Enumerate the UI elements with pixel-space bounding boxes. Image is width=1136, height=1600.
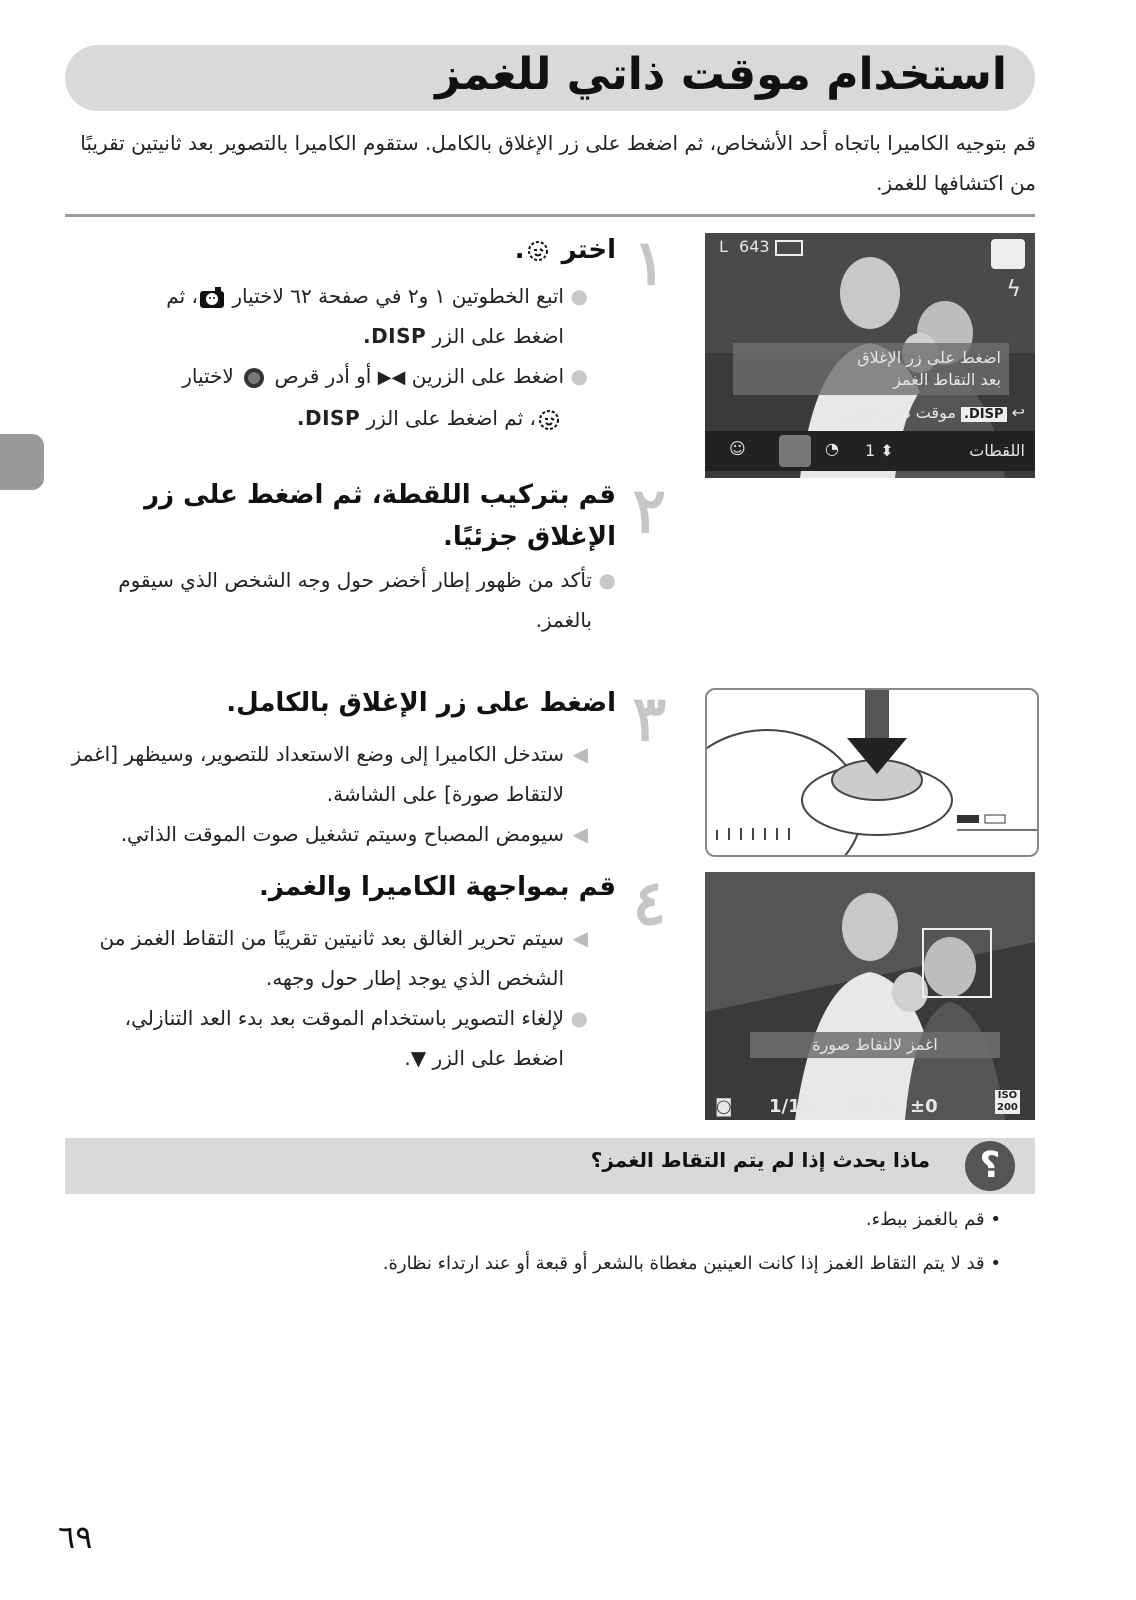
left-right-arrows-icon: ◀▶ <box>377 367 406 388</box>
step2-heading: قم بتركيب اللقطة، ثم اضغط على زر الإغلاق جزئيًا. <box>144 480 616 552</box>
question-icon: ؟ <box>965 1141 1015 1191</box>
help-item: • قم بالغمز ببطء. <box>865 1209 1001 1230</box>
step4-heading: قم بمواجهة الكاميرا والغمز. <box>259 872 616 902</box>
help-title: ماذا يحدث إذا لم يتم التقاط الغمز؟ <box>590 1148 930 1172</box>
shutter-speed: 1/15 <box>769 1096 814 1117</box>
shutter-button-drawing <box>707 690 1037 855</box>
menu-bar <box>705 431 1035 471</box>
step1-body <box>92 276 588 438</box>
menu-label: اللقطات <box>969 441 1025 460</box>
wink-timer-selected-icon <box>779 435 811 467</box>
down-arrow-icon: ▼ <box>410 1046 427 1070</box>
face-self-timer-icon <box>991 239 1025 269</box>
camera-screen-shooting <box>705 872 1035 1120</box>
help-item: • قد لا يتم التقاط الغمز إذا كانت العينين مغطاة بالشعر أو قبعة أو عند ارتداء نظارة. <box>382 1253 1001 1274</box>
exposure-compensation: ±0 <box>910 1096 938 1117</box>
step3-body <box>70 734 588 854</box>
iso-badge: ISO 200 <box>997 1090 1018 1113</box>
page-title: استخدام موقت ذاتي للغمز <box>435 49 1007 100</box>
status-bar <box>705 1090 1035 1120</box>
step3-heading: اضغط على زر الإغلاق بالكامل. <box>226 688 616 718</box>
list-item: ● اتبع الخطوتين ١ و٢ في صفحة ٦٢ لاختيار ، ثم اضغط على الزر DISP. <box>166 284 588 348</box>
menu-title: ↩ DISP. موقت ذاتي للغمز <box>840 403 1025 422</box>
list-item: ◀ سيومض المصباح وسيتم تشغيل صوت الموقت الذاتي. <box>120 822 588 846</box>
message-box: اضغط على زر الإغلاق بعد التقاط الغمز <box>733 343 1009 395</box>
step1-heading: اختر . <box>514 235 616 265</box>
shot-count: 643 <box>739 237 770 256</box>
page-number: ٦٩ <box>58 1518 93 1556</box>
step-number-3: ٣ <box>632 682 666 755</box>
help-bar <box>65 1138 1035 1194</box>
smile-icon: ☺ <box>729 439 746 458</box>
message-box: اغمز لالتقاط صورة <box>750 1032 1000 1058</box>
size-label: L <box>719 237 728 256</box>
list-item: ● لإلغاء التصوير باستخدام الموقت بعد بدء العد التنازلي، اضغط على الزر ▼. <box>124 1006 588 1070</box>
step-number-1: ١ <box>632 226 666 299</box>
intro-paragraph: قم بتوجيه الكاميرا باتجاه أحد الأشخاص، ثم اضغط على زر الإغلاق بالكامل. ستقوم الكاميرا بالتصوير بعد ثانيتين تقريبًا من اكتشافها للغمز. <box>80 131 1036 195</box>
shutter-illustration <box>705 688 1039 857</box>
side-tab <box>0 434 44 490</box>
list-item: ◀ ستدخل الكاميرا إلى وضع الاستعداد للتصوير، وسيظهر [اغمز لالتقاط صورة] على الشاشة. <box>71 742 588 806</box>
divider <box>65 214 1035 217</box>
wink-timer-icon <box>536 408 564 432</box>
face-self-timer-icon <box>198 286 226 310</box>
wink-timer-icon <box>525 239 553 263</box>
step4-body <box>92 918 588 1078</box>
list-item: ● تأكد من ظهور إطار أخضر حول وجه الشخص الذي سيقوم بالغمز. <box>118 568 616 632</box>
metering-icon: ◙ <box>715 1096 733 1117</box>
title-bar <box>65 45 1035 111</box>
aperture: F5.6 <box>847 1096 892 1117</box>
shots-value: ⬍ 1 <box>865 441 894 460</box>
return-icon: ↩ <box>1011 403 1025 422</box>
flash-auto-icon: ϟ <box>1006 277 1021 302</box>
camera-screen-menu <box>705 233 1035 478</box>
list-item: ◀ سيتم تحرير الغالق بعد ثانيتين تقريبًا من التقاط الغمز من الشخص الذي يوجد إطار حول وجهه. <box>99 926 588 990</box>
face-frame <box>922 928 992 998</box>
step2-body <box>92 560 616 640</box>
step-number-2: ٢ <box>632 474 666 547</box>
control-dial-icon <box>240 366 268 390</box>
battery-icon <box>775 240 803 256</box>
face-timer-icon: ◔ <box>825 439 839 458</box>
step-number-4: ٤ <box>632 866 666 939</box>
list-item: ● اضغط على الزرين ◀▶ أو أدر قرص لاختيار ، ثم اضغط على الزر DISP. <box>182 364 588 430</box>
